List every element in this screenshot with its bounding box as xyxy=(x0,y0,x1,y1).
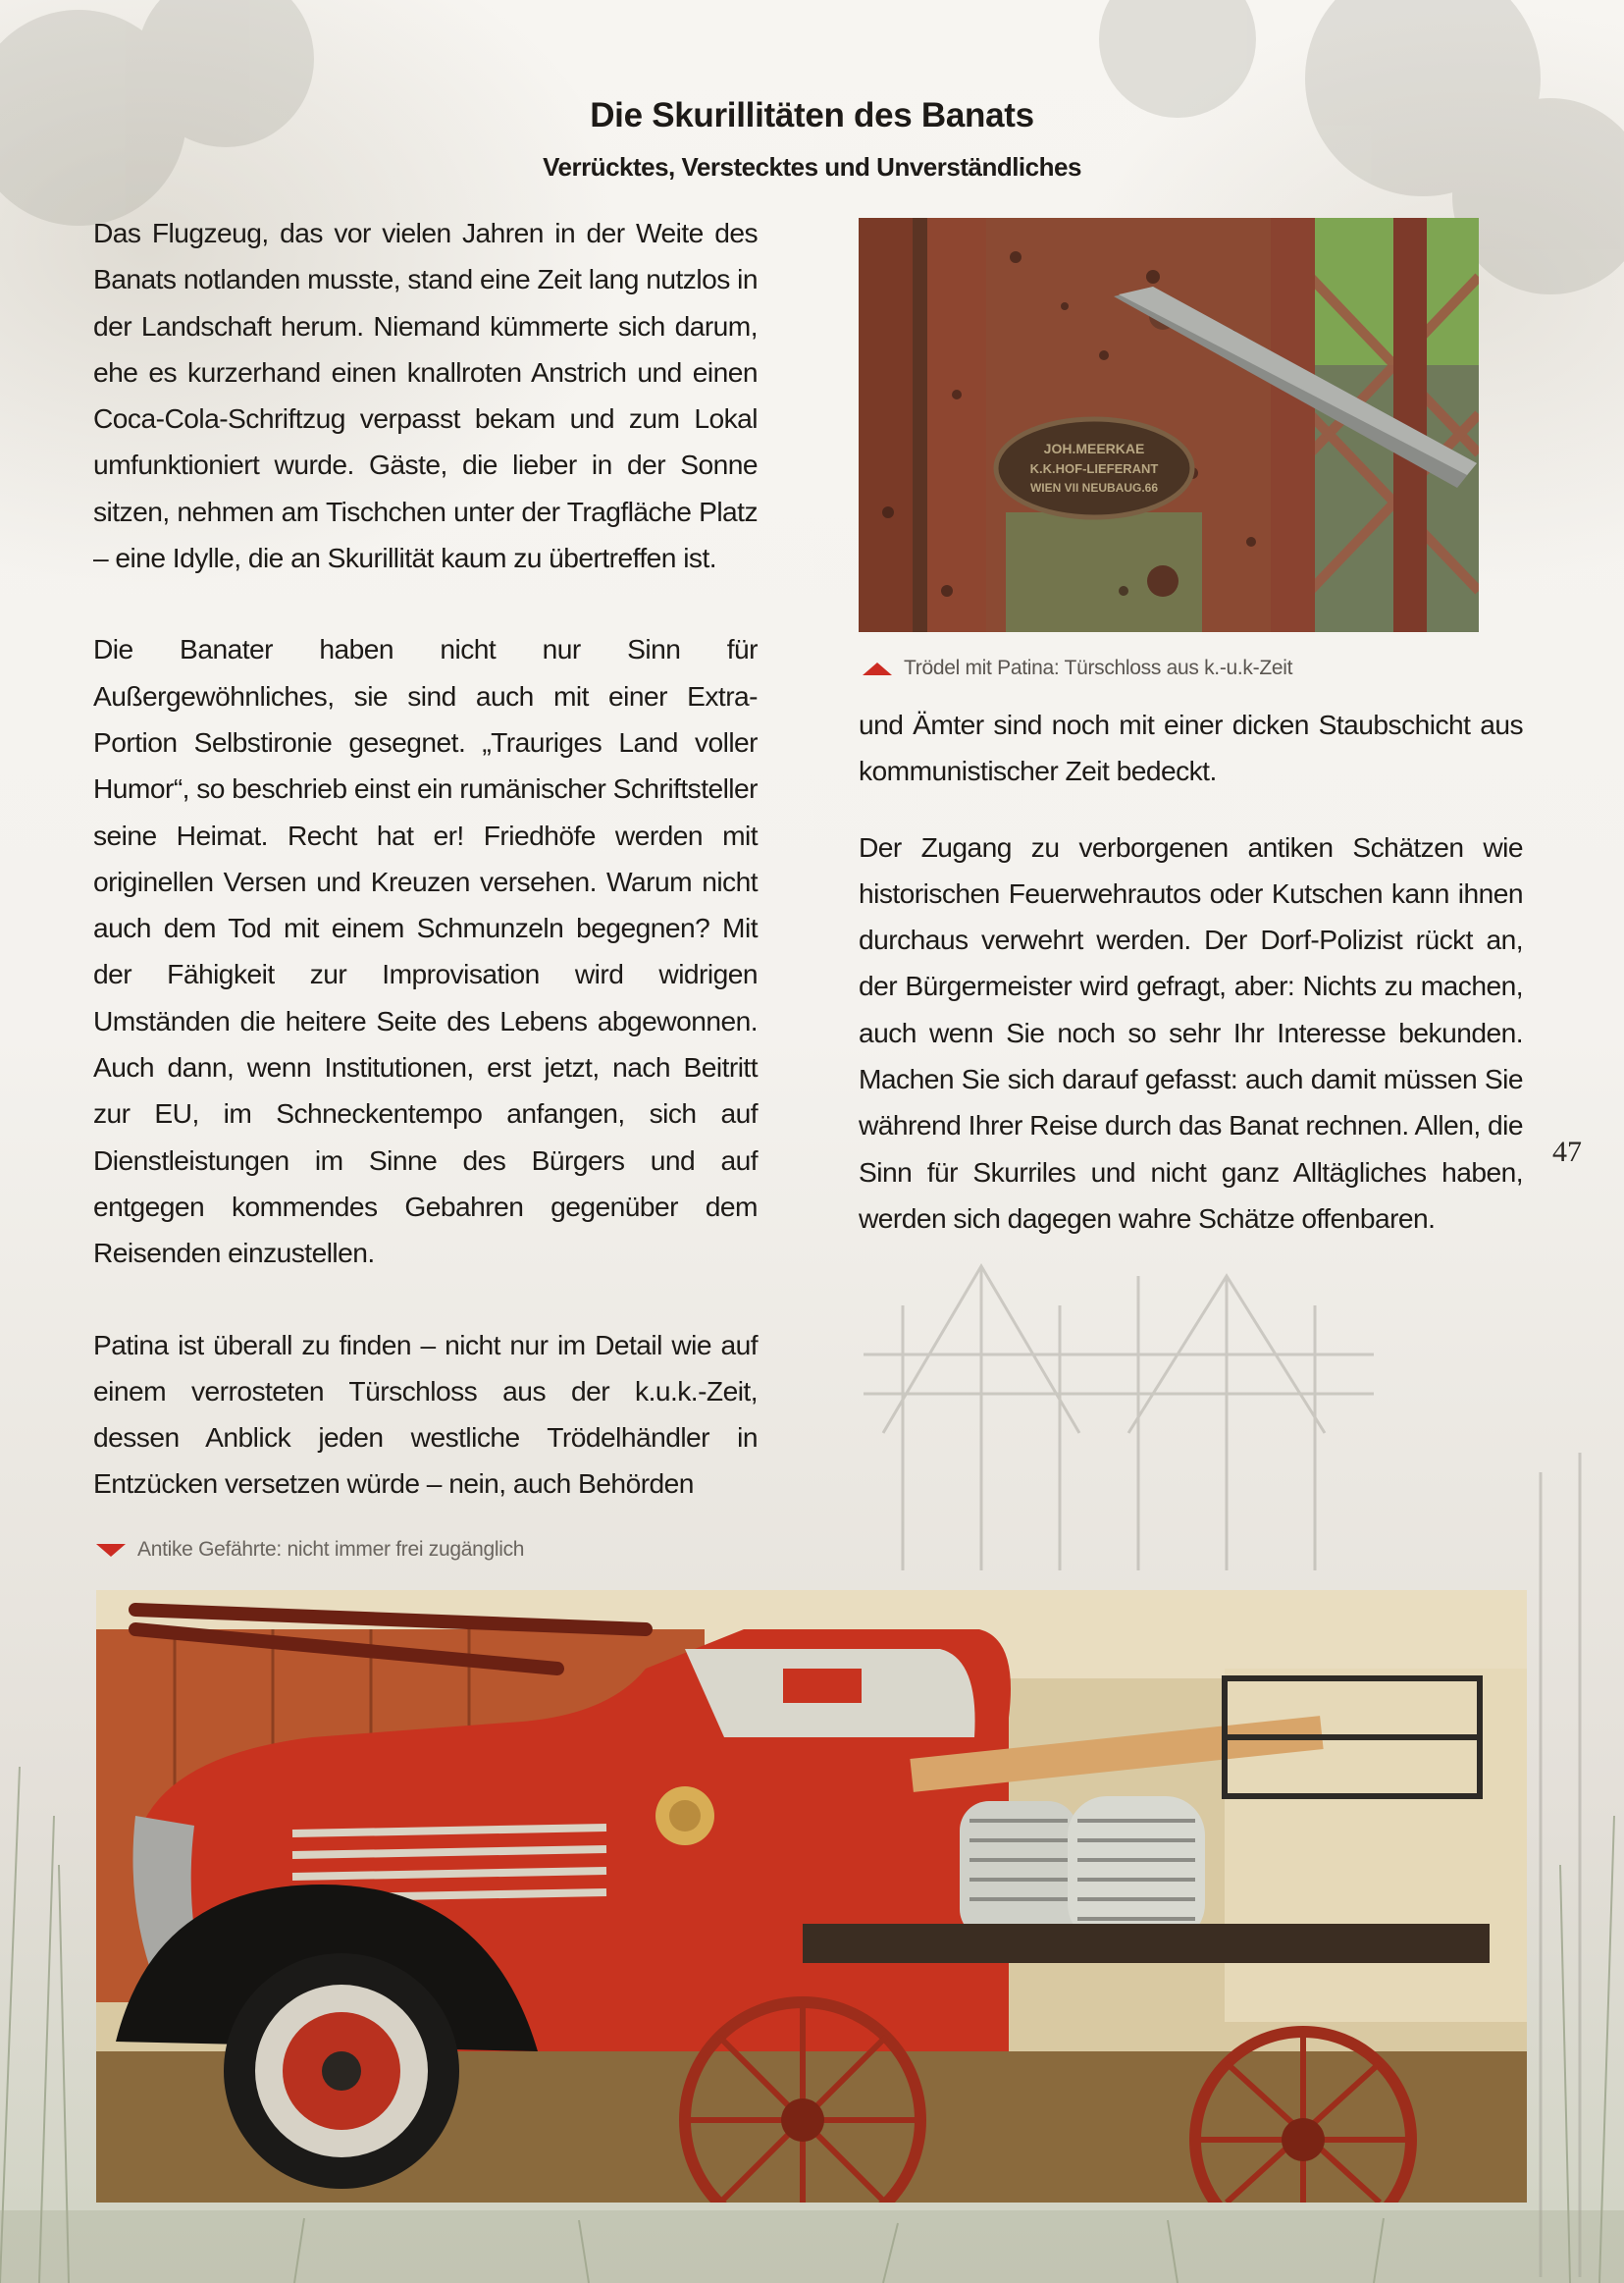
caption-text: Antike Gefährte: nicht immer frei zugänglich xyxy=(137,1538,525,1561)
right-column xyxy=(859,702,1523,1242)
paragraph: Der Zugang zu verborgenen antiken Schätzen wie historischen Feuerwehrautos oder Kutschen kann ihnen durchaus verwehrt werden. Der Dorf-Polizist rückt an, der Bürgermeister wird gefragt, aber: Nichts zu machen, auch wenn Sie noch so sehr Ihr Interesse bekunden. Machen Sie sich darauf gefasst: auch damit müssen Sie während Ihrer Reise durch das Banat rechnen. Allen, die Sinn für Skurriles und nicht ganz Alltägliches haben, werden sich dagegen wahre Schätze offenbaren. xyxy=(859,830,1523,1234)
page-title: Die Skurillitäten des Banats xyxy=(590,96,1034,134)
plate-line-3: WIEN VII NEUBAUG.66 xyxy=(1029,481,1159,495)
paragraph: und Ämter sind noch mit einer dicken Staubschicht aus kommunistischer Zeit bedeckt. xyxy=(859,709,1523,787)
paragraph: Das Flugzeug, das vor vielen Jahren in der Weite des Banats notlanden musste, stand eine Zeit lang nutzlos in der Landschaft herum. Niemand kümmerte sich darum, ehe es kurzerhand einen knallroten Anstrich und einen Coca-Cola-Schriftzug verpasst bekam und zum Lokal umfunktioniert wurde. Gäste, die lieber in der Sonne sitzen, nehmen am Tischchen unter der Tragfläche Platz – eine Idylle, die an Skurillität kaum zu übertreffen ist. xyxy=(93,217,758,574)
door-lock-photo xyxy=(859,218,1479,632)
left-column xyxy=(93,210,758,1508)
plate-line-1: JOH.MEERKAE xyxy=(1043,441,1145,456)
paragraph: Die Banater haben nicht nur Sinn für Außergewöhnliches, sie sind auch mit einer Extra-Portion Selbstironie gesegnet. „Trauriges Land voller Humor“, so beschrieb einst ein rumänischer Schriftsteller seine Heimat. Recht hat er! Friedhöfe werden mit originellen Versen und Kreuzen versehen. Warum nicht auch dem Tod mit einem Schmunzeln begegnen? Mit der Fähigkeit zur Improvisation wird widrigen Umständen die heitere Seite des Lebens abgewonnen. Auch dann, wenn Institutionen, erst jetzt, nach Beitritt zur EU, im Schneckentempo anfangen, sich auf Dienstleistungen im Sinne des Bürgers und auf entgegen kommendes Gebahren gegenüber dem Reisenden einzustellen. xyxy=(93,633,758,1269)
fire-truck-photo xyxy=(96,1590,1527,2203)
caption-text: Trödel mit Patina: Türschloss aus k.-u.k-Zeit xyxy=(904,657,1293,679)
plate-line-2: K.K.HOF-LIEFERANT xyxy=(1029,461,1159,476)
page-number: 47 xyxy=(1552,1136,1582,1168)
paragraph: Patina ist überall zu finden – nicht nur im Detail wie auf einem verrosteten Türschloss aus der k.u.k.-Zeit, dessen Anblick jeden westliche Trödelhändler in Entzücken versetzen würde – nein, auch Behörden xyxy=(93,1328,758,1500)
page-subtitle: Verrücktes, Verstecktes und Unverständliches xyxy=(543,152,1081,182)
